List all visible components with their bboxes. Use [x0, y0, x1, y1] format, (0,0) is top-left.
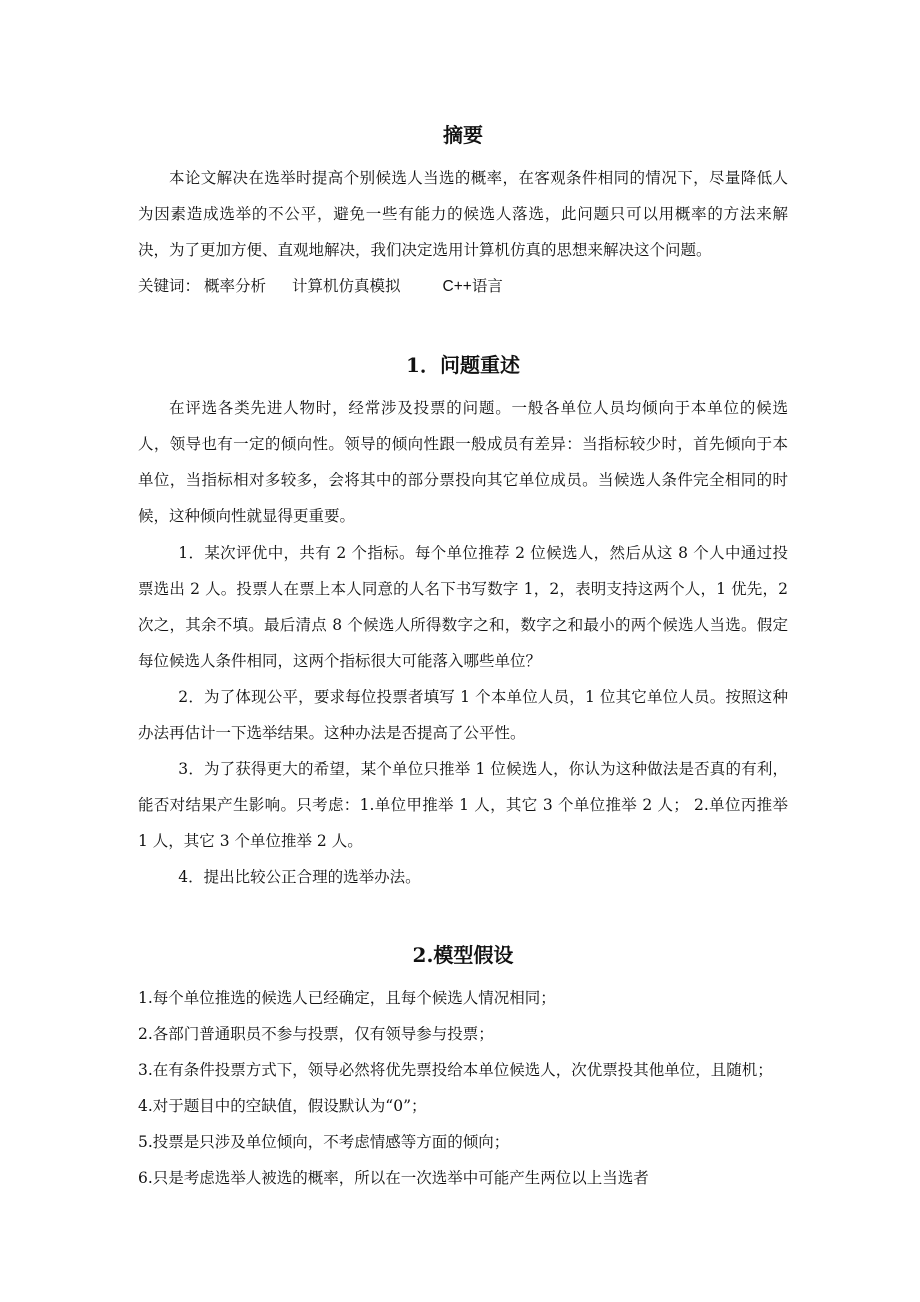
assumption-item: 2.各部门普通职员不参与投票，仅有领导参与投票；: [138, 1025, 494, 1043]
section1-item: 3．为了获得更大的希望，某个单位只推举 1 位候选人，你认为这种做法是否真的有利，能否对结果产生影响。只考虑：1.单位甲推举 1 人，其它 3 个单位推举 2 人； 2.单位丙推举 1 人，其它 3 个单位推举 2 人。: [138, 760, 788, 850]
assumption-item: 4.对于题目中的空缺值，假设默认为“0”；: [138, 1097, 427, 1115]
keywords-line: [138, 268, 788, 305]
abstract-body: 本论文解决在选举时提高个别候选人当选的概率，在客观条件相同的情况下，尽量降低人为因素造成选举的不公平，避免一些有能力的候选人落选，此问题只可以用概率的方法来解决，为了更加方便、直观地解决，我们决定选用计算机仿真的思想来解决这个问题。: [138, 169, 788, 259]
keyword-item: C++语言: [442, 278, 503, 295]
assumption-item: 1.每个单位推选的候选人已经确定，且每个候选人情况相同；: [138, 989, 556, 1007]
keyword-item: 计算机仿真模拟: [292, 277, 401, 295]
abstract-title: 摘要: [443, 123, 483, 147]
keyword-item: 概率分析: [204, 277, 267, 295]
assumption-item: 3.在有条件投票方式下，领导必然将优先票投给本单位候选人，次优票投其他单位，且随机；: [138, 1061, 773, 1079]
section2-title: 2.模型假设: [412, 943, 514, 967]
assumption-item: 5.投票是只涉及单位倾向，不考虑情感等方面的倾向；: [138, 1133, 510, 1151]
section1-intro: 在评选各类先进人物时，经常涉及投票的问题。一般各单位人员均倾向于本单位的候选人，领导也有一定的倾向性。领导的倾向性跟一般成员有差异：当指标较少时，首先倾向于本单位，当指标相对多较多，会将其中的部分票投向其它单位成员。当候选人条件完全相同的时候，这种倾向性就显得更重要。: [138, 399, 788, 525]
section1-item: 4．提出比较公正合理的选举办法。: [178, 868, 421, 886]
section1-item: 1．某次评优中，共有 2 个指标。每个单位推荐 2 位候选人，然后从这 8 个人中通过投票选出 2 人。投票人在票上本人同意的人名下书写数字 1，2，表明支持这两个人，1 优先，2 次之，其余不填。最后清点 8 个候选人所得数字之和，数字之和最小的两个候选人当选。假定每位候选人条件相同，这两个指标很大可能落入哪些单位？: [138, 544, 788, 670]
section1-item: 2．为了体现公平，要求每位投票者填写 1 个本单位人员，1 位其它单位人员。按照这种办法再估计一下选举结果。这种办法是否提高了公平性。: [138, 688, 788, 742]
keywords-label: 关键词：: [138, 277, 201, 295]
assumption-item: 6.只是考虑选举人被选的概率，所以在一次选举中可能产生两位以上当选者: [138, 1169, 649, 1187]
section1-title: 1．问题重述: [406, 353, 520, 377]
